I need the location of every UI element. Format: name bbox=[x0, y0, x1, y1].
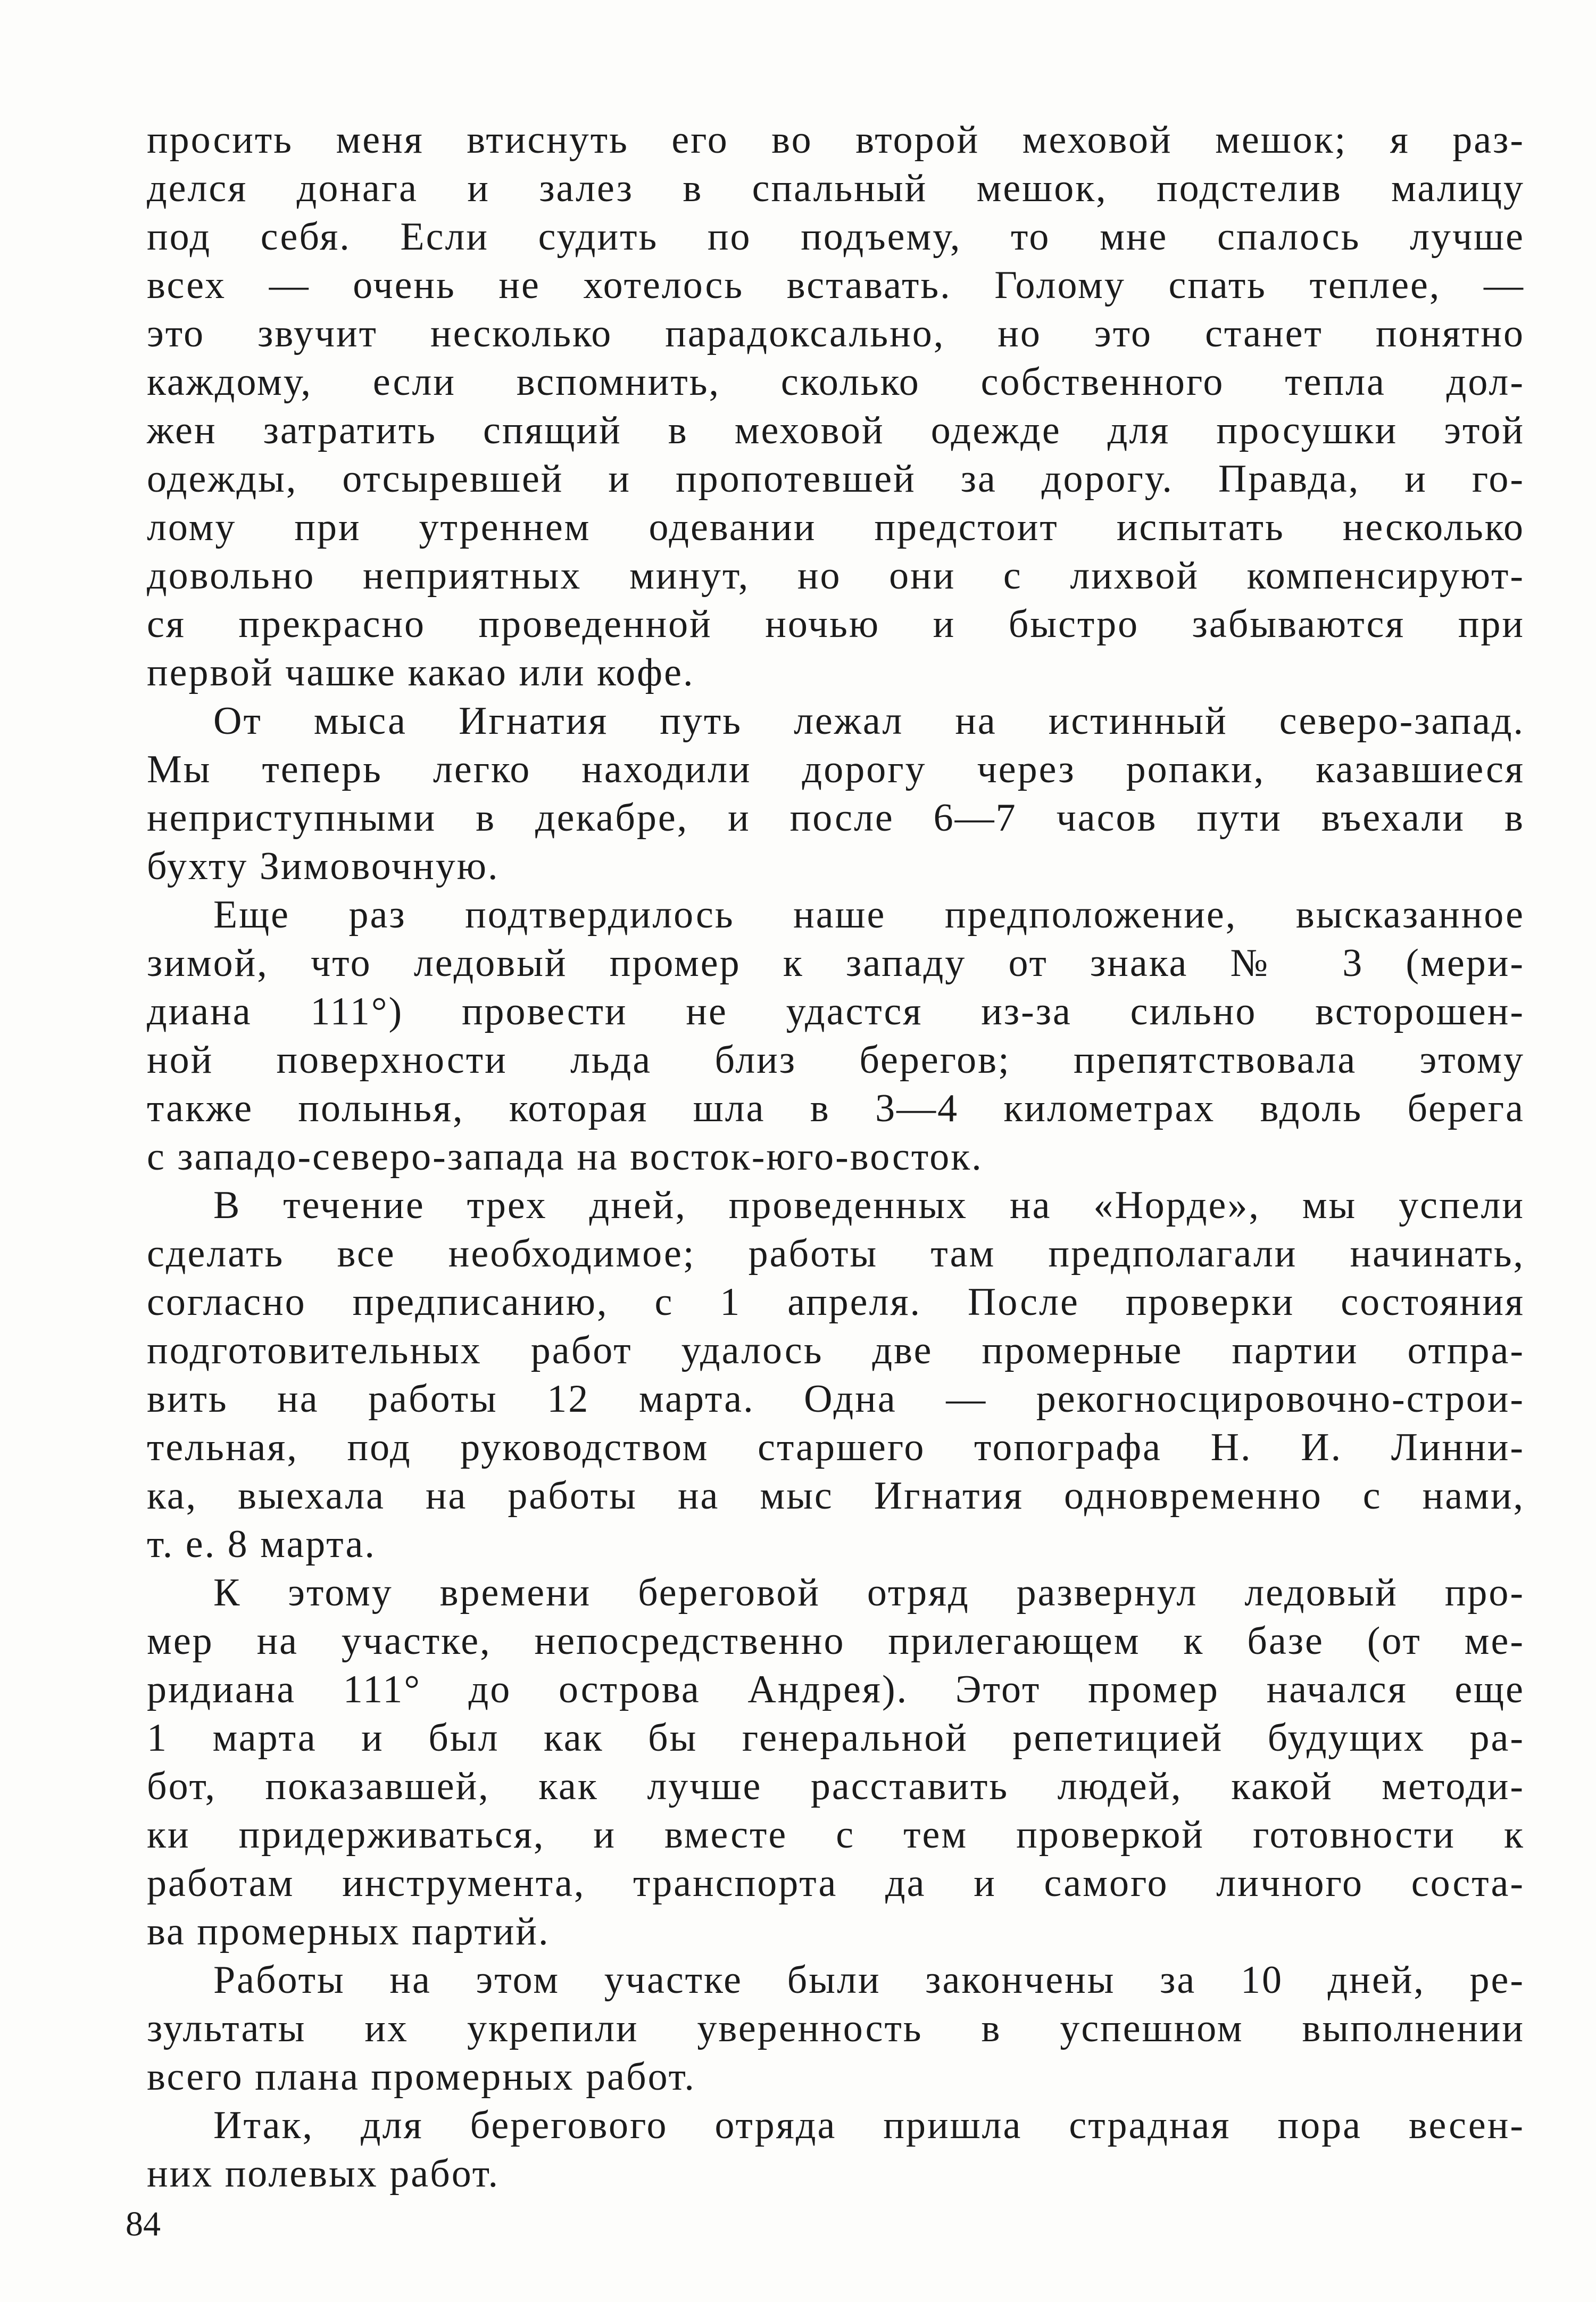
text-line: это звучит несколько парадоксально, но это станет понятно bbox=[147, 312, 1525, 355]
text-line: ся прекрасно проведенной ночью и быстро забываются при bbox=[147, 602, 1525, 646]
page-number: 84 bbox=[126, 2205, 161, 2243]
paragraph bbox=[147, 1569, 1525, 1956]
text-line: также полынья, которая шла в 3—4 километрах вдоль берега bbox=[147, 1087, 1525, 1130]
text-line: подготовительных работ удалось две промерные партии отпра- bbox=[147, 1329, 1525, 1372]
paragraph bbox=[147, 2101, 1525, 2198]
text-line: вить на работы 12 марта. Одна — рекогносцировочно-строи- bbox=[147, 1377, 1525, 1421]
paragraph bbox=[147, 697, 1525, 891]
text-line: К этому времени береговой отряд развернул ледовый про- bbox=[213, 1571, 1525, 1614]
text-line: бухту Зимовочную. bbox=[147, 844, 500, 888]
text-line: делся донага и залез в спальный мешок, подстелив малицу bbox=[147, 167, 1525, 210]
text-line: одежды, отсыревшей и пропотевшей за дорогу. Правда, и го- bbox=[147, 457, 1525, 501]
text-line: согласно предписанию, с 1 апреля. После проверки состояния bbox=[147, 1280, 1525, 1324]
text-line: всего плана промерных работ. bbox=[147, 2055, 696, 2099]
text-line: зультаты их укрепили уверенность в успешном выполнении bbox=[147, 2007, 1525, 2050]
text-line: Мы теперь легко находили дорогу через ропаки, казавшиеся bbox=[147, 748, 1525, 791]
text-line: ки придерживаться, и вместе с тем проверкой готовности к bbox=[147, 1813, 1525, 1857]
text-line: Работы на этом участке были закончены за 10 дней, ре- bbox=[213, 1958, 1525, 2002]
text-line: Итак, для берегового отряда пришла страдная пора весен- bbox=[213, 2104, 1525, 2147]
text-line: довольно неприятных минут, но они с лихвой компенсируют- bbox=[147, 554, 1525, 598]
text-line: В течение трех дней, проведенных на «Норде», мы успели bbox=[213, 1183, 1525, 1227]
text-line: диана 111°) провести не удастся из-за сильно всторошен- bbox=[147, 990, 1525, 1033]
text-line: неприступными в декабре, и после 6—7 часов пути въехали в bbox=[147, 796, 1525, 840]
text-line: каждому, если вспомнить, сколько собственного тепла дол- bbox=[147, 360, 1525, 404]
paragraph bbox=[147, 891, 1525, 1181]
text-line: т. е. 8 марта. bbox=[147, 1522, 376, 1566]
text-line: под себя. Если судить по подъему, то мне спалось лучше bbox=[147, 215, 1525, 259]
page-body-text bbox=[147, 116, 1525, 2198]
text-line: ной поверхности льда близ берегов; препятствовала этому bbox=[147, 1038, 1525, 1082]
text-line: 1 марта и был как бы генеральной репетицией будущих ра- bbox=[147, 1716, 1525, 1760]
text-line: ва промерных партий. bbox=[147, 1910, 550, 1953]
text-line: жен затратить спящий в меховой одежде для просушки этой bbox=[147, 409, 1525, 452]
paragraph bbox=[147, 116, 1525, 697]
text-line: ка, выехала на работы на мыс Игнатия одновременно с нами, bbox=[147, 1474, 1525, 1518]
text-line: с западо-северо-запада на восток-юго-восток. bbox=[147, 1135, 983, 1179]
text-line: ридиана 111° до острова Андрея). Этот промер начался еще bbox=[147, 1668, 1525, 1711]
text-line: них полевых работ. bbox=[147, 2152, 500, 2196]
text-line: лому при утреннем одевании предстоит испытать несколько bbox=[147, 506, 1525, 549]
text-line: всех — очень не хотелось вставать. Голому спать теплее, — bbox=[147, 263, 1525, 307]
text-line: Еще раз подтвердилось наше предположение, высказанное bbox=[213, 893, 1525, 937]
text-line: От мыса Игнатия путь лежал на истинный северо-запад. bbox=[213, 699, 1525, 743]
text-line: бот, показавшей, как лучше расставить людей, какой методи- bbox=[147, 1765, 1525, 1808]
text-line: работам инструмента, транспорта да и самого личного соста- bbox=[147, 1861, 1525, 1905]
paragraph bbox=[147, 1956, 1525, 2101]
text-line: сделать все необходимое; работы там предполагали начинать, bbox=[147, 1232, 1525, 1276]
text-line: первой чашке какао или кофе. bbox=[147, 651, 695, 694]
text-line: зимой, что ледовый промер к западу от знака № 3 (мери- bbox=[147, 941, 1525, 985]
text-line: просить меня втиснуть его во второй меховой мешок; я раз- bbox=[147, 118, 1525, 162]
text-line: мер на участке, непосредственно прилегающем к базе (от ме- bbox=[147, 1619, 1525, 1663]
paragraph bbox=[147, 1181, 1525, 1569]
text-line: тельная, под руководством старшего топографа Н. И. Линни- bbox=[147, 1426, 1525, 1469]
